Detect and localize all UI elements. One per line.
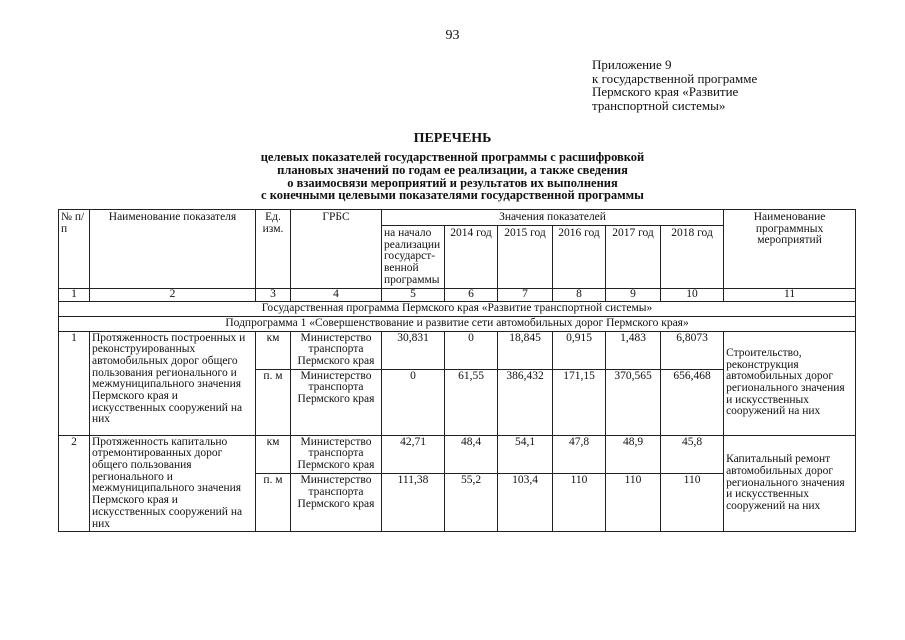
- header-2015: 2015 год: [498, 226, 553, 289]
- header-unit: Ед. изм.: [256, 210, 291, 289]
- row-value-2016: 110: [553, 474, 606, 532]
- row-value-2015: 54,1: [498, 435, 553, 474]
- column-number: 1: [59, 288, 90, 301]
- header-measures: Наименование программных мероприятий: [724, 210, 856, 289]
- row-grbs: Министерство транспорта Пермского края: [291, 331, 382, 369]
- column-number: 2: [90, 288, 256, 301]
- subtitle-line: о взаимосвязи мероприятий и результатов их выполнения: [287, 175, 618, 190]
- header-2018: 2018 год: [661, 226, 724, 289]
- header-name: Наименование показателя: [90, 210, 256, 289]
- row-grbs: Министерство транспорта Пермского края: [291, 474, 382, 532]
- appendix-line: Пермского края «Развитие: [592, 84, 739, 99]
- subtitle-line: с конечными целевыми показателями государственной программы: [261, 188, 644, 203]
- column-number: 6: [445, 288, 498, 301]
- row-value-start: 0: [382, 369, 445, 435]
- row-value-2018: 110: [661, 474, 724, 532]
- row-unit: км: [256, 435, 291, 474]
- row-value-2017: 48,9: [606, 435, 661, 474]
- row-unit: п. м: [256, 474, 291, 532]
- column-number: 5: [382, 288, 445, 301]
- appendix-line: Приложение 9: [592, 57, 672, 72]
- table-row: [59, 331, 856, 369]
- row-value-2017: 110: [606, 474, 661, 532]
- row-indicator-name: Протяженность капитально отремонтированных дорог общего пользования регионального и межмуниципального значения Пермского края и искусственных сооружений на них: [90, 435, 256, 532]
- column-number: 9: [606, 288, 661, 301]
- row-value-2014: 61,55: [445, 369, 498, 435]
- row-unit: км: [256, 331, 291, 369]
- row-value-start: 42,71: [382, 435, 445, 474]
- page-number: 93: [445, 28, 460, 43]
- row-value-2015: 103,4: [498, 474, 553, 532]
- row-num: 2: [59, 435, 90, 532]
- appendix-line: к государственной программе: [592, 70, 758, 86]
- header-2014: 2014 год: [445, 226, 498, 289]
- row-value-2014: 55,2: [445, 474, 498, 532]
- subtitle-line: плановых значений по годам ее реализации, а также сведения: [277, 162, 628, 177]
- column-number: 7: [498, 288, 553, 301]
- row-value-2015: 386,432: [498, 369, 553, 435]
- document-subtitle: [200, 151, 705, 202]
- subprogram-row: Подпрограмма 1 «Совершенствование и развитие сети автомобильных дорог Пермского края»: [59, 316, 856, 331]
- indicators-table: [58, 209, 856, 532]
- row-value-2016: 0,915: [553, 331, 606, 369]
- column-number: 3: [256, 288, 291, 301]
- row-value-2014: 0: [445, 331, 498, 369]
- row-grbs: Министерство транспорта Пермского края: [291, 435, 382, 474]
- header-num: № п/п: [59, 210, 90, 289]
- row-value-2014: 48,4: [445, 435, 498, 474]
- subtitle-line: целевых показателей государственной программы с расшифровкой: [260, 150, 645, 164]
- row-value-2016: 47,8: [553, 435, 606, 474]
- appendix-line: транспортной системы»: [592, 97, 726, 113]
- row-value-2017: 370,565: [606, 369, 661, 435]
- header-2016: 2016 год: [553, 226, 606, 289]
- row-value-2015: 18,845: [498, 331, 553, 369]
- row-indicator-name: Протяженность построенных и реконструированных автомобильных дорог общего пользования регионального и межмуниципального значения Пермского края и искусственных сооружений на них: [90, 331, 256, 435]
- header-values-group: Значения показателей: [382, 210, 724, 226]
- column-number: 8: [553, 288, 606, 301]
- row-num: 1: [59, 331, 90, 435]
- row-grbs: Министерство транспорта Пермского края: [291, 369, 382, 435]
- row-unit: п. м: [256, 369, 291, 435]
- column-number: 10: [661, 288, 724, 301]
- table-row: [59, 435, 856, 474]
- row-value-start: 30,831: [382, 331, 445, 369]
- column-number: 4: [291, 288, 382, 301]
- row-value-2018: 6,8073: [661, 331, 724, 369]
- row-value-2016: 171,15: [553, 369, 606, 435]
- appendix-note: [592, 58, 757, 112]
- program-row: Государственная программа Пермского края «Развитие транспортной системы»: [59, 301, 856, 316]
- row-value-start: 111,38: [382, 474, 445, 532]
- row-measure: Строительство, реконструкция автомобильных дорог регионального значения и искусственных сооружений на них: [724, 331, 856, 435]
- row-measure: Капитальный ремонт автомобильных дорог регионального значения и искусственных сооружений на них: [724, 435, 856, 532]
- row-value-2018: 656,468: [661, 369, 724, 435]
- row-value-2017: 1,483: [606, 331, 661, 369]
- header-2017: 2017 год: [606, 226, 661, 289]
- column-number: 11: [724, 288, 856, 301]
- header-grbs: ГРБС: [291, 210, 382, 289]
- header-start: на начало реализации государст-венной программы: [382, 226, 445, 289]
- row-value-2018: 45,8: [661, 435, 724, 474]
- document-title: ПЕРЕЧЕНЬ: [413, 131, 492, 146]
